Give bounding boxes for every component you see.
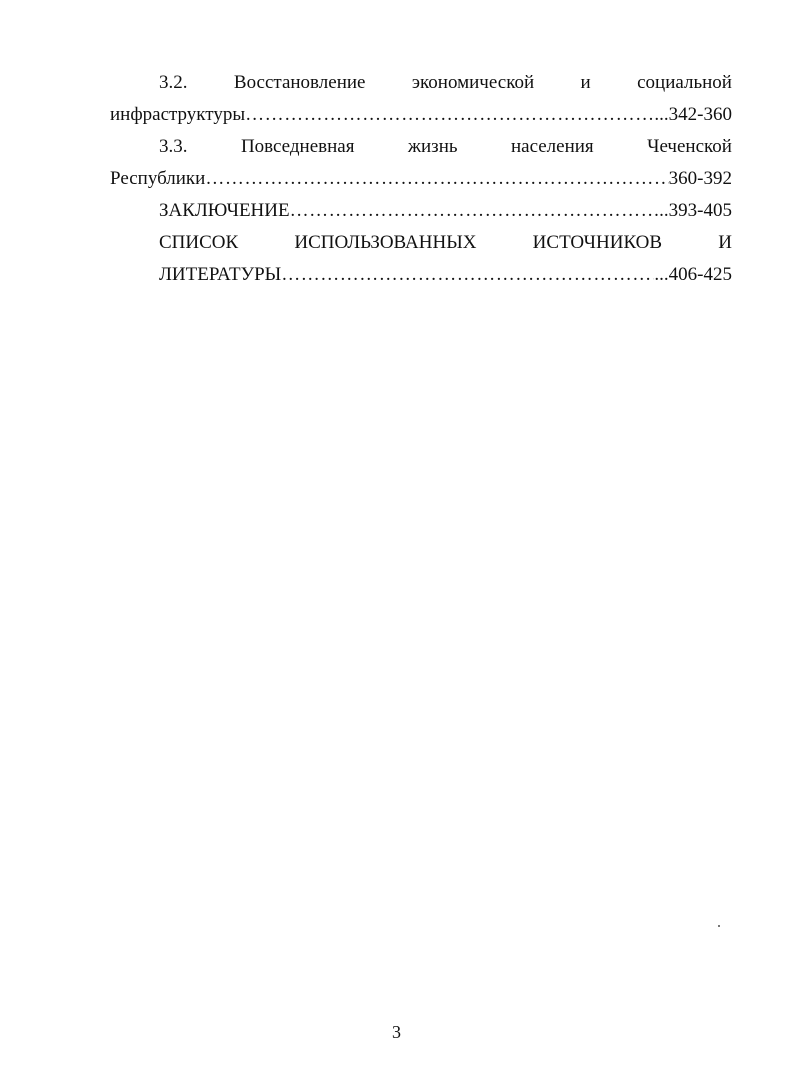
toc-page-range: ..393-405 xyxy=(659,200,732,221)
toc-page-range: 360-392 xyxy=(668,168,732,189)
toc-entry-word: ИСПОЛЬЗОВАННЫХ xyxy=(294,232,477,253)
toc-entry-word: населения xyxy=(510,136,594,157)
toc-entry-word: СПИСОК xyxy=(159,232,239,253)
dot-leader xyxy=(290,199,660,223)
page-number: 3 xyxy=(392,1022,401,1042)
toc-entry-word: ИСТОЧНИКОВ xyxy=(532,232,663,253)
toc-entry-word: и xyxy=(580,72,591,93)
dot-leader xyxy=(281,263,654,287)
toc-entry-word: экономической xyxy=(411,72,535,93)
toc-page-range: ...342-360 xyxy=(654,104,732,125)
toc-entry-word: Повседневная xyxy=(240,136,355,157)
toc-entry-number: 3.3. xyxy=(159,136,188,157)
toc-entry-sources-line-1 xyxy=(110,231,732,263)
table-of-contents xyxy=(110,71,732,295)
toc-entry-conclusion xyxy=(110,199,732,231)
toc-entry-text: ЛИТЕРАТУРЫ xyxy=(159,264,282,285)
toc-entry-3-3-line-2 xyxy=(110,167,732,199)
toc-entry-3-2-line-2 xyxy=(110,103,732,135)
toc-entry-word: Восстановление xyxy=(233,72,366,93)
toc-entry-3-2-line-1 xyxy=(110,71,732,103)
toc-entry-word: социальной xyxy=(637,72,732,93)
dot-leader xyxy=(245,103,654,127)
toc-page-range: ...406-425 xyxy=(654,264,732,285)
toc-entry-text: ЗАКЛЮЧЕНИЕ xyxy=(159,200,290,221)
toc-entry-text: инфраструктуры xyxy=(110,104,246,125)
scan-speck xyxy=(718,925,720,927)
toc-entry-number: 3.2. xyxy=(159,72,188,93)
toc-entry-sources-line-2 xyxy=(110,263,732,295)
toc-entry-word: Чеченской xyxy=(647,136,732,157)
toc-entry-3-3-line-1 xyxy=(110,135,732,167)
toc-entry-text: Республики xyxy=(110,168,206,189)
toc-entry-word: жизнь xyxy=(407,136,458,157)
toc-entry-word: И xyxy=(718,232,732,253)
dot-leader xyxy=(205,167,668,191)
